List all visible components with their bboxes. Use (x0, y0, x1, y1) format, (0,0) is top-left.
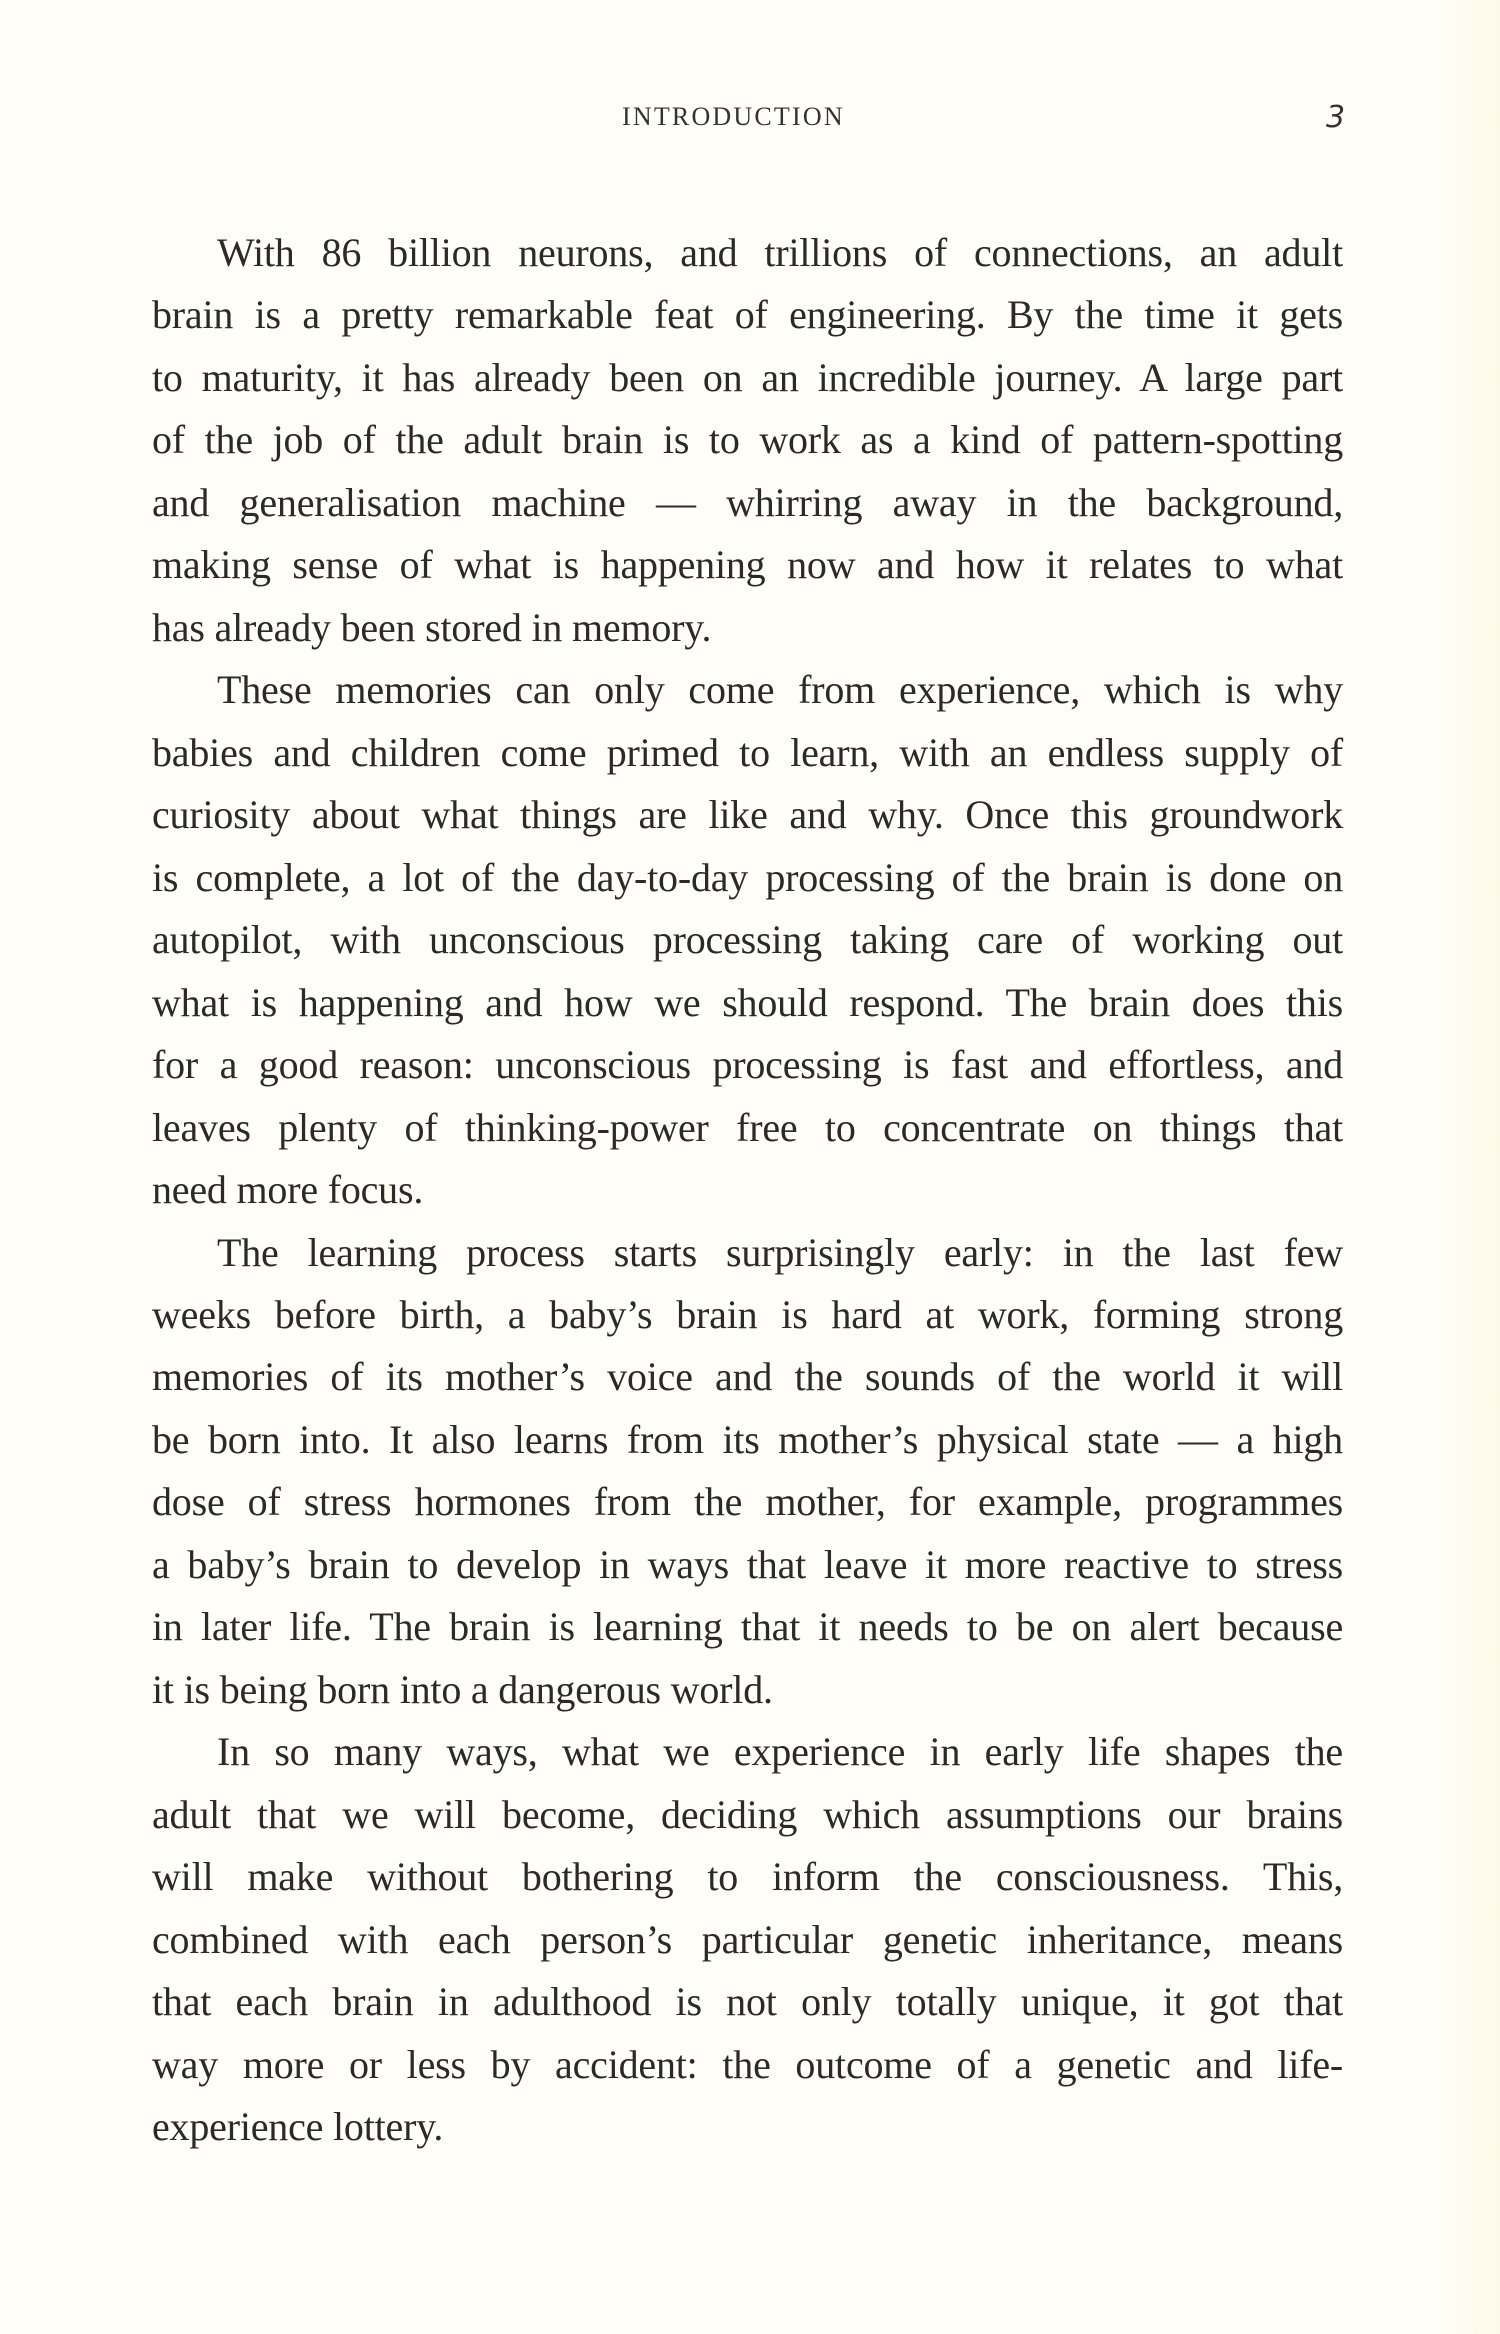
text-line: curiosity about what things are like and why. Once this groundwork (152, 792, 1343, 838)
text-line: has already been stored in memory. (152, 604, 712, 650)
text-line: that each brain in adulthood is not only totally unique, it got that (152, 1979, 1343, 2025)
body-text (152, 222, 1343, 2159)
text-line: need more focus. (152, 1167, 424, 1213)
text-line: weeks before birth, a baby’s brain is hard at work, forming strong (152, 1291, 1343, 1337)
text-line: will make without bothering to inform the consciousness. This, (152, 1854, 1343, 1900)
text-line: what is happening and how we should respond. The brain does this (152, 979, 1343, 1025)
running-head (0, 0, 1500, 140)
text-line: for a good reason: unconscious processing is fast and effortless, and (152, 1042, 1343, 1088)
text-line: to maturity, it has already been on an incredible journey. A large part (152, 354, 1343, 400)
text-line: autopilot, with unconscious processing taking care of working out (152, 917, 1343, 963)
text-line: experience lottery. (152, 2104, 444, 2150)
text-line: in later life. The brain is learning that it needs to be on alert because (152, 1604, 1343, 1650)
text-line: babies and children come primed to learn, with an endless supply of (152, 729, 1343, 775)
text-line: and generalisation machine — whirring away in the background, (152, 479, 1343, 525)
paragraph (152, 659, 1343, 1221)
text-line: memories of its mother’s voice and the sounds of the world it will (152, 1354, 1343, 1400)
text-line: brain is a pretty remarkable feat of engineering. By the time it gets (152, 292, 1343, 338)
text-line: dose of stress hormones from the mother, for example, programmes (152, 1479, 1343, 1525)
text-line: it is being born into a dangerous world. (152, 1666, 773, 1712)
text-line: The learning process starts surprisingly early: in the last few (217, 1229, 1343, 1275)
text-line: combined with each person’s particular genetic inheritance, means (152, 1916, 1343, 1962)
text-line: adult that we will become, deciding which assumptions our brains (152, 1791, 1343, 1837)
paragraph (152, 1721, 1343, 2158)
text-line: a baby’s brain to develop in ways that leave it more reactive to stress (152, 1541, 1343, 1587)
text-line: making sense of what is happening now and how it relates to what (152, 542, 1343, 588)
text-line: way more or less by accident: the outcome of a genetic and life- (152, 2041, 1343, 2087)
text-line: With 86 billion neurons, and trillions of connections, an adult (217, 230, 1343, 275)
text-line: In so many ways, what we experience in early life shapes the (217, 1729, 1343, 1775)
text-line: These memories can only come from experience, which is why (217, 667, 1343, 713)
paragraph (152, 1222, 1343, 1722)
running-title: INTRODUCTION (622, 102, 845, 131)
page-number: 3 (1326, 100, 1346, 135)
text-line: is complete, a lot of the day-to-day processing of the brain is done on (152, 854, 1343, 900)
text-line: leaves plenty of thinking-power free to concentrate on things that (152, 1104, 1343, 1150)
paragraph (152, 222, 1343, 659)
text-line: be born into. It also learns from its mother’s physical state — a high (152, 1416, 1343, 1462)
text-line: of the job of the adult brain is to work as a kind of pattern-spotting (152, 417, 1343, 463)
paper-edge-tint (1440, 0, 1500, 2334)
